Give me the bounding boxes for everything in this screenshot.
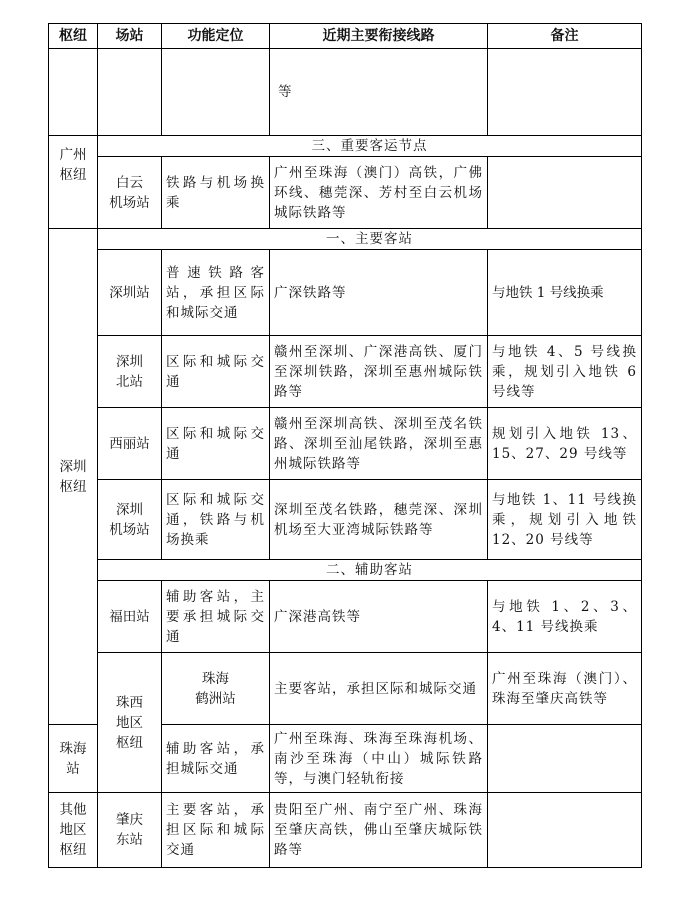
table-row: [49, 157, 642, 229]
table-row: [49, 653, 642, 725]
station-cell: [98, 793, 162, 868]
station-name: 白云 机场站: [109, 174, 150, 211]
hub-name: 珠西 地区 枢纽: [116, 694, 143, 751]
notes-cell: [488, 725, 642, 793]
function-cell: 主要客站，承担区际和城际交通: [270, 653, 488, 725]
header-row: [49, 24, 642, 49]
station-cell: [98, 49, 162, 136]
section-title: 二、辅助客站: [98, 560, 642, 581]
function-cell: 主要客站，承担区际和城际交通: [162, 793, 270, 868]
table-row: [49, 581, 642, 653]
function-cell: 区际和城际交通: [162, 408, 270, 480]
table-row: [49, 336, 642, 408]
notes-cell: 与地铁 4、5 号线换乘，规划引入地铁 6 号线等: [488, 336, 642, 408]
hub-name: 深圳 枢纽: [59, 458, 87, 495]
notes-cell: 规划引入地铁 13、15、27、29 号线等: [488, 408, 642, 480]
function-cell: 区际和城际交通: [162, 336, 270, 408]
header-notes: 备注: [488, 24, 642, 49]
lines-cell: 等: [270, 49, 488, 136]
table-row: [49, 250, 642, 336]
station-name: 深圳 机场站: [109, 501, 150, 538]
lines-cell: 贵阳至广州、南宁至广州、珠海至肇庆高铁，佛山至肇庆城际铁路等: [270, 793, 488, 868]
hub-cell: [49, 49, 98, 136]
function-cell: 普速铁路客站，承担区际和城际交通: [162, 250, 270, 336]
station-cell: [98, 336, 162, 408]
station-cell: [98, 480, 162, 560]
station-name: 深圳 北站: [116, 353, 143, 390]
lines-cell: 广深铁路等: [270, 250, 488, 336]
lines-cell: 广州至珠海（澳门）、珠海至肇庆高铁等: [488, 653, 642, 725]
notes-cell: [488, 157, 642, 229]
notes-cell: [488, 49, 642, 136]
station-name: 肇庆 东站: [116, 812, 143, 848]
lines-cell: 广州至珠海（澳门）高铁，广佛环线、穗莞深、芳村至白云机场城际铁路等: [270, 157, 488, 229]
lines-cell: 赣州至深圳高铁、深圳至茂名铁路、深圳至汕尾铁路，深圳至惠州城际铁路等: [270, 408, 488, 480]
header-function: 功能定位: [162, 24, 270, 49]
station-cell: [162, 653, 270, 725]
notes-cell: 与地铁 1、2、3、4、11 号线换乘: [488, 581, 642, 653]
hub-name: 广州 枢纽: [59, 146, 87, 183]
lines-cell: 广州至珠海、珠海至珠海机场、南沙至珠海（中山）城际铁路等，与澳门轻轨衔接: [270, 725, 488, 793]
table-row: [49, 49, 642, 136]
section-row: [49, 229, 642, 250]
function-cell: 辅助客站，主要承担城际交通: [162, 581, 270, 653]
notes-cell: 与地铁 1 号线换乘: [488, 250, 642, 336]
section-title: 三、重要客运节点: [98, 136, 642, 157]
station-cell: 珠海站: [49, 725, 98, 793]
station-cell: 福田站: [98, 581, 162, 653]
hub-cell: [49, 146, 98, 229]
table-row: [49, 793, 642, 868]
section-title: 一、主要客站: [98, 229, 642, 250]
hub-cell: [49, 229, 98, 725]
hub-cell: [49, 793, 98, 868]
lines-cell: 深圳至茂名铁路，穗莞深、深圳机场至大亚湾城际铁路等: [270, 480, 488, 560]
hub-name: 其他 地区 枢纽: [59, 802, 87, 858]
lines-cell: 赣州至深圳、广深港高铁、厦门至深圳铁路，深圳至惠州城际铁路等: [270, 336, 488, 408]
header-station: 场站: [98, 24, 162, 49]
function-cell: 铁路与机场换乘: [162, 157, 270, 229]
table-row: [49, 408, 642, 480]
station-cell: [98, 157, 162, 229]
header-hub: 枢纽: [49, 24, 98, 49]
header-lines: 近期主要衔接线路: [270, 24, 488, 49]
hub-station-table: [48, 23, 642, 868]
lines-cell: 广深港高铁等: [270, 581, 488, 653]
section-row: [49, 136, 642, 157]
hub-cell: [98, 653, 162, 793]
function-cell: [162, 49, 270, 136]
table-row: [49, 480, 642, 560]
section-row: [49, 560, 642, 581]
notes-cell: [488, 793, 642, 868]
station-name: 珠海 鹤洲站: [195, 670, 236, 707]
notes-cell: 与地铁 1、11 号线换乘，规划引入地铁 12、20 号线等: [488, 480, 642, 560]
function-cell: 区际和城际交通，铁路与机场换乘: [162, 480, 270, 560]
function-cell: 辅助客站，承担城际交通: [162, 725, 270, 793]
station-cell: 深圳站: [98, 250, 162, 336]
station-cell: 西丽站: [98, 408, 162, 480]
